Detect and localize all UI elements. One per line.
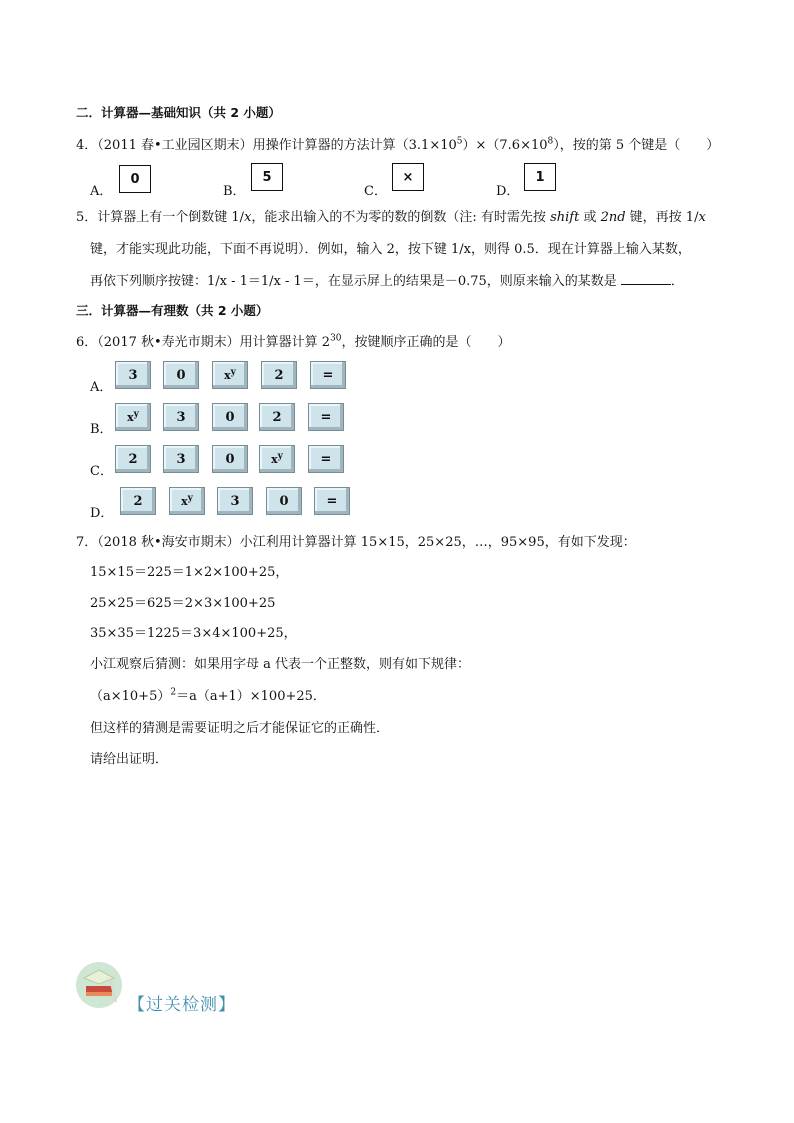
q7-line-7: 请给出证明． [90,752,169,767]
q7-line-3: 35×35＝1225＝3×4×100+25， [90,626,297,641]
q6-option-b-label: B． [90,422,113,437]
q6-exponent: 30 [330,333,342,344]
section-banner: 【过关检测】 [128,995,236,1015]
q6-d-key-4: 0 [266,487,302,515]
q4-option-d-label: D． [496,184,520,199]
q4-option-b-key: 5 [251,163,283,191]
q6-option-c-label: C． [90,464,113,479]
question-7-stem: 7．（2018 秋•海安市期末）小江利用计算器计算 15×15，25×25，…，95×95，有如下发现： [76,535,636,550]
q6-c-key-4: $x^y$ [259,445,295,473]
question-5-line-2: 键，才能实现此功能，下面不再说明）．例如，输入 2，按下键 1/x，则得 0.5．现在计算器上输入某数， [90,242,691,257]
q6-a-key-1: 3 [115,361,151,389]
question-5-line-3 [90,270,684,289]
q7-line-1: 15×15＝225＝1×2×100+25， [90,565,289,580]
q6-c-key-5: = [308,445,344,473]
q5-shift-key-text: shift [550,210,580,225]
q4-exponent-2: 8 [547,136,554,147]
q6-a-key-5: = [310,361,346,389]
q4-option-a-label: A． [90,184,113,199]
q6-b-key-3: 0 [212,403,248,431]
section-2-heading: 二．计算器—基础知识（共 2 小题） [76,105,281,120]
q4-option-c-label: C． [364,184,387,199]
section-3-heading: 三．计算器—有理数（共 2 小题） [76,303,269,318]
q7-formula-exponent: 2 [170,687,177,698]
q5-line3-end: ． [670,274,684,289]
q5-line1-b: ，能求出输入的不为零的数的倒数（注: 有时需先按 [251,210,551,225]
q5-line1-a: 5．计算器上有一个倒数键 1/ [76,210,245,225]
q7-formula-right: ＝a（a+1）×100+25． [176,689,326,704]
question-6-stem [76,331,511,350]
q6-d-key-2: $x^y$ [169,487,205,515]
q7-line-4: 小江观察后猜测：如果用字母 a 代表一个正整数，则有如下规律： [90,657,471,672]
q5-answer-blank[interactable] [621,272,671,285]
q4-option-b-label: B． [223,184,246,199]
q6-option-d-label: D． [90,506,114,521]
q6-d-key-3: 3 [217,487,253,515]
q7-line-6: 但这样的猜测是需要证明之后才能保证它的正确性． [90,721,390,736]
q5-line1-d: 键，再按 1/ [625,210,699,225]
q6-d-key-5: = [314,487,350,515]
q6-b-key-5: = [308,403,344,431]
q6-b-key-1: $x^y$ [115,403,151,431]
q4-stem-part-b: ）×（7.6×10 [462,138,548,153]
q4-option-c-key: × [392,163,424,191]
q6-a-key-3: $x^y$ [212,361,248,389]
q5-line1-x2: x [698,210,706,225]
q4-exponent-1: 5 [456,136,463,147]
q4-stem-part-c: ），按的第 5 个键是（ ） [553,138,720,153]
q6-stem-part-b: ，按键顺序正确的是（ ） [341,335,511,350]
book-pencil-icon [76,962,122,1008]
q5-2nd-key-text: 2nd [600,210,626,225]
q4-option-d-key: 1 [524,163,556,191]
q6-stem-part-a: 6．（2017 秋•寿光市期末）用计算器计算 2 [76,335,331,350]
q6-b-key-2: 3 [163,403,199,431]
question-5-line-1 [76,206,706,225]
q5-line3-text: 再依下列顺序按键：1/x - 1＝1/x - 1＝，在显示屏上的结果是－0.75，则原来输入的某数是 [90,274,617,289]
q6-c-key-1: 2 [115,445,151,473]
q5-line1-x: x [244,210,252,225]
q6-d-key-1: 2 [120,487,156,515]
q6-b-key-4: 2 [259,403,295,431]
q4-stem-part-a: 4．（2011 春•工业园区期末）用操作计算器的方法计算（3.1×10 [76,138,457,153]
q7-line-2: 25×25＝625＝2×3×100+25 [90,596,276,611]
q7-formula [90,685,326,704]
q7-formula-left: （a×10+5） [90,689,171,704]
q6-c-key-3: 0 [212,445,248,473]
q4-option-a-key: 0 [119,165,151,193]
q6-a-key-4: 2 [261,361,297,389]
q6-c-key-2: 3 [163,445,199,473]
q5-line1-c: 或 [579,210,601,225]
q6-a-key-2: 0 [163,361,199,389]
q6-option-a-label: A． [90,380,113,395]
question-4-stem [76,134,719,153]
